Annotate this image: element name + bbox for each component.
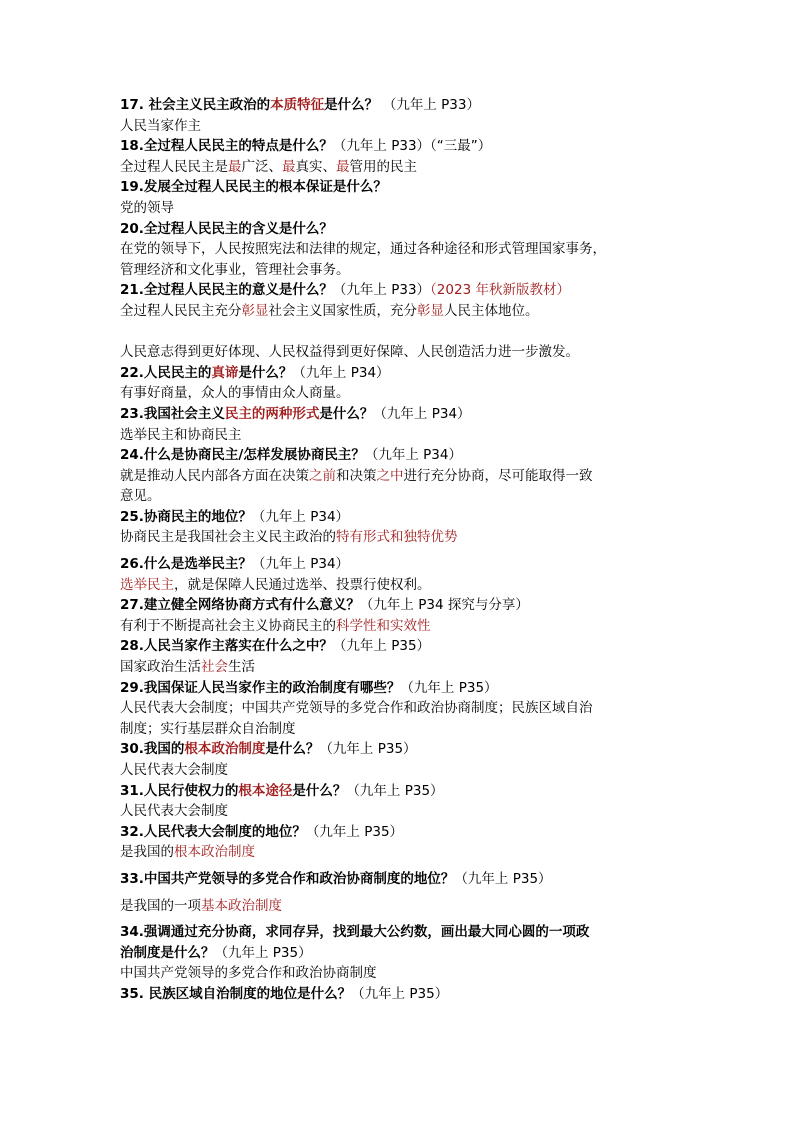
answer-line	[120, 842, 680, 863]
answer-line	[120, 383, 680, 404]
question-line	[120, 219, 680, 240]
page-reference: （九年上 P35）	[214, 944, 312, 961]
text-segment: 人民代表大会制度；中国共产党领导的多党合作和政治协商制度；民族区域自治	[120, 700, 593, 717]
question-line	[120, 136, 680, 157]
text-segment: 全过程人民民主充分	[120, 302, 242, 319]
text-segment: 27.建立健全网络协商方式有什么意义？	[120, 597, 360, 614]
highlighted-text: 根本政治制度	[174, 844, 255, 861]
answer-line	[120, 239, 680, 260]
text-segment: 国家政治生活	[120, 659, 201, 676]
page-reference: （九年上 P35）	[346, 782, 444, 799]
answer-line	[120, 963, 680, 984]
text-segment: 30.我国的	[120, 741, 185, 758]
text-segment: 人民代表大会制度	[120, 803, 228, 820]
page-reference: （九年上 P34）	[292, 364, 390, 381]
text-segment: 是什么？	[238, 364, 293, 381]
highlighted-text: 最	[228, 158, 242, 175]
text-segment: 管用的民主	[349, 158, 417, 175]
text-segment: 在党的领导下，人民按照宪法和法律的规定，通过各种途径和形式管理国家事务，	[120, 241, 606, 258]
question-line	[120, 822, 680, 843]
text-segment: 社会主义国家性质，充分	[268, 302, 417, 319]
text-segment: 19.发展全过程人民民主的根本保证是什么？	[120, 179, 387, 196]
text-segment: 是什么？	[324, 97, 383, 113]
answer-line	[120, 616, 680, 637]
answer-line	[120, 801, 680, 822]
page-reference: （九年上 P34）	[251, 508, 350, 525]
text-segment: 党的领导	[120, 199, 174, 216]
text-segment: 32.人民代表大会制度的地位？	[120, 823, 306, 840]
answer-line	[120, 657, 680, 678]
text-segment: 和决策	[336, 467, 377, 484]
page-reference: （九年上 P35）	[319, 741, 417, 758]
text-segment: 真实、	[295, 158, 336, 175]
text-segment: 是什么？	[292, 782, 347, 799]
question-line	[120, 943, 680, 964]
text-segment: 管理经济和文化事业，管理社会事务。	[120, 261, 350, 278]
text-segment: 18.全过程人民民主的特点是什么？	[120, 138, 333, 155]
answer-line	[120, 157, 680, 178]
answer-line	[120, 760, 680, 781]
highlighted-text: 彰显	[417, 302, 444, 319]
text-segment: 选举民主和协商民主	[120, 426, 242, 443]
text-segment: 治制度是什么？	[120, 944, 215, 961]
text-segment: 进行充分协商，尽可能取得一致	[403, 467, 593, 484]
highlighted-text: 特有形式和独特优势	[336, 529, 458, 546]
highlighted-text: 彰显	[241, 302, 269, 319]
page-reference: （九年上 P34 探究与分享）	[359, 597, 529, 614]
highlighted-text: 民主的两种形式	[224, 405, 320, 422]
page-reference: （九年上 P33）	[382, 97, 480, 113]
text-segment: 就是推动人民内部各方面在决策	[120, 467, 309, 484]
text-segment: 生活	[228, 659, 255, 676]
answer-line	[120, 116, 680, 137]
question-line	[120, 595, 680, 616]
answer-line	[120, 342, 680, 363]
text-segment: 意见。	[120, 488, 161, 505]
question-line	[120, 678, 680, 699]
highlighted-text: 最	[336, 158, 350, 175]
question-line	[120, 363, 680, 384]
page-reference: （九年上 P34）	[251, 556, 350, 573]
text-segment: 33.中国共产党领导的多党合作和政治协商制度的地位？	[120, 870, 455, 887]
text-segment: 28.人民当家作主落实在什么之中？	[120, 638, 333, 655]
answer-line	[120, 896, 680, 917]
answer-line	[120, 527, 680, 548]
page-reference: （九年上 P33）（“三最”）	[332, 138, 492, 155]
answer-line	[120, 719, 680, 740]
question-line	[120, 507, 680, 528]
highlighted-text: 科学性和实效性	[336, 617, 431, 634]
text-segment: 是我国的一项	[120, 897, 201, 914]
highlighted-text: 根本政治制度	[184, 741, 266, 758]
page-reference: （九年上 P34）	[364, 447, 462, 464]
question-line	[120, 922, 680, 943]
question-line	[120, 636, 680, 657]
text-segment: 是什么？	[265, 741, 320, 758]
text-segment: 20.全过程人民民主的含义是什么？	[120, 220, 333, 237]
question-line	[120, 869, 680, 890]
highlighted-text: 最	[282, 158, 296, 175]
highlighted-text: 真谛	[211, 364, 239, 381]
text-segment: 是什么？	[319, 405, 374, 422]
answer-line	[120, 301, 680, 322]
text-segment: 23.我国社会主义	[120, 405, 225, 422]
page-reference: （九年上 P33）	[332, 282, 431, 299]
question-line	[120, 554, 680, 575]
text-segment: 制度；实行基层群众自治制度	[120, 720, 296, 737]
text-segment: 31.人民行使权力的	[120, 782, 239, 799]
question-line	[120, 280, 680, 301]
text-segment: 24.什么是协商民主/怎样发展协商民主？	[120, 447, 365, 464]
highlighted-text: 之中	[376, 467, 404, 484]
page-reference: （九年上 P34）	[373, 405, 471, 422]
document-body	[120, 95, 680, 1005]
text-segment: 人民当家作主	[120, 117, 201, 134]
question-line	[120, 177, 680, 198]
text-segment: ，就是保障人民通过选举、投票行使权利。	[174, 576, 431, 593]
text-segment: 34.强调通过充分协商，求同存异，找到最大公约数，画出最大同心圆的一项政	[120, 924, 590, 941]
page-reference: （2023 年秋新版教材）	[430, 282, 570, 299]
text-segment: 人民代表大会制度	[120, 762, 228, 778]
question-line	[120, 445, 680, 466]
answer-line	[120, 698, 680, 719]
text-segment: 全过程人民民主是	[120, 158, 228, 175]
question-line	[120, 739, 680, 760]
page-reference: （九年上 P35）	[351, 985, 449, 1002]
text-segment: 中国共产党领导的多党合作和政治协商制度	[120, 965, 377, 982]
text-segment: 人民主体地位。	[444, 302, 539, 319]
text-segment: 广泛、	[241, 158, 282, 175]
question-line	[120, 95, 680, 116]
text-segment: 有事好商量，众人的事情由众人商量。	[120, 385, 350, 402]
answer-line	[120, 466, 680, 487]
highlighted-text: 之前	[309, 467, 336, 484]
text-segment: 35. 民族区域自治制度的地位是什么？	[120, 985, 352, 1002]
text-segment: 17. 社会主义民主政治的	[120, 97, 271, 113]
answer-line	[120, 575, 680, 596]
text-segment: 22.人民民主的	[120, 364, 212, 381]
text-segment: 21.全过程人民民主的意义是什么？	[120, 282, 333, 299]
highlighted-text: 选举民主	[120, 576, 174, 593]
text-segment: 有利于不断提高社会主义协商民主的	[120, 617, 336, 634]
text-segment: 25.协商民主的地位？	[120, 508, 252, 525]
page-reference: （九年上 P35）	[332, 638, 431, 655]
highlighted-text: 基本政治制度	[201, 897, 282, 914]
spacer	[120, 322, 680, 343]
page-reference: （九年上 P35）	[400, 679, 498, 696]
text-segment: 协商民主是我国社会主义民主政治的	[120, 529, 336, 546]
highlighted-text: 本质特征	[270, 97, 325, 113]
question-line	[120, 404, 680, 425]
page-reference: （九年上 P35）	[305, 823, 404, 840]
answer-line	[120, 486, 680, 507]
answer-line	[120, 260, 680, 281]
page-reference: （九年上 P35）	[454, 870, 552, 887]
highlighted-text: 社会	[201, 659, 228, 676]
answer-line	[120, 198, 680, 219]
highlighted-text: 根本途径	[238, 782, 293, 799]
question-line	[120, 781, 680, 802]
answer-line	[120, 425, 680, 446]
text-segment: 29.我国保证人民当家作主的政治制度有哪些？	[120, 679, 401, 696]
text-segment: 人民意志得到更好体现、人民权益得到更好保障、人民创造活力进一步激发。	[120, 344, 579, 361]
text-segment: 是我国的	[120, 844, 174, 861]
text-segment: 26.什么是选举民主？	[120, 556, 252, 573]
question-line	[120, 984, 680, 1005]
